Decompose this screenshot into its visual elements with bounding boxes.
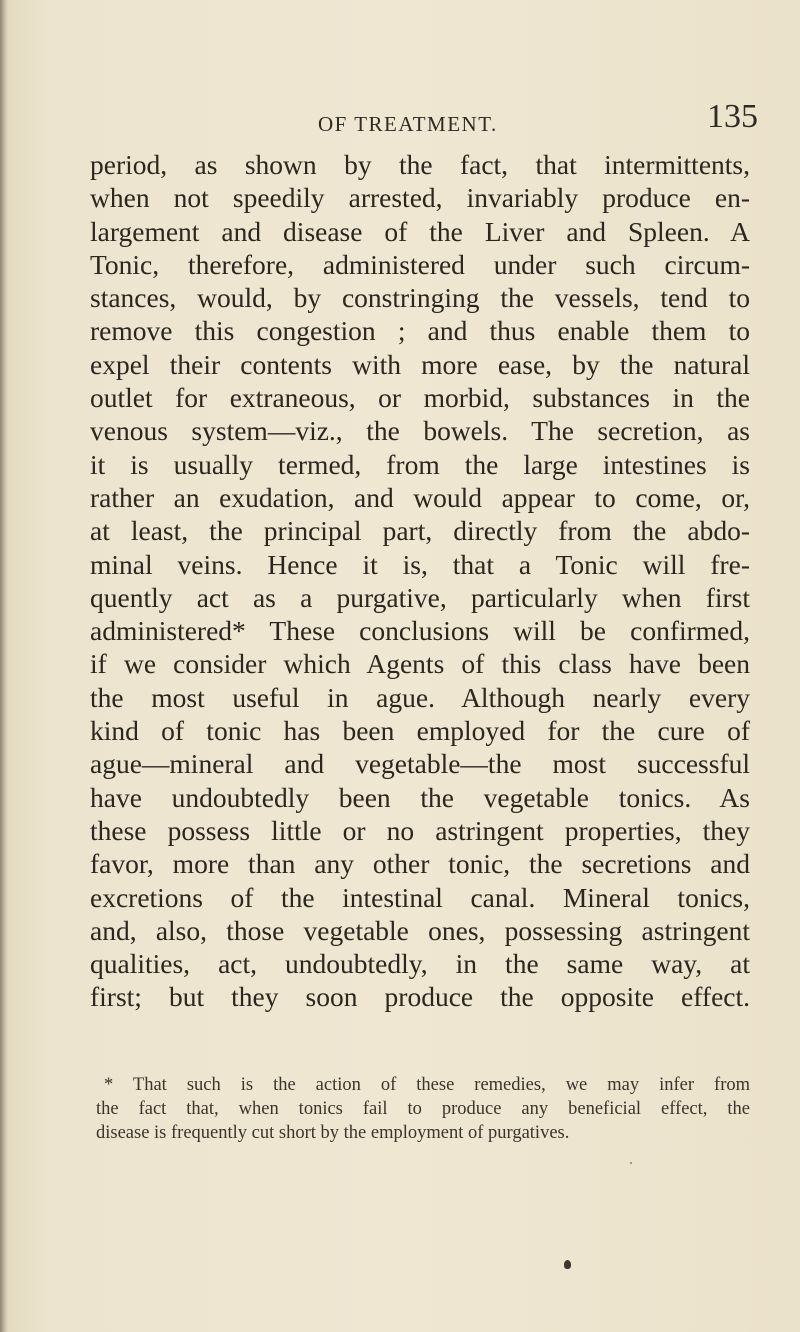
text-line: stances, would, by constringing the vessels, tend to	[90, 282, 750, 314]
text-line: outlet for extraneous, or morbid, substances in the	[90, 382, 750, 414]
footnote	[96, 1073, 750, 1145]
running-head: OF TREATMENT.	[318, 112, 498, 136]
text-line: if we consider which Agents of this class have been	[90, 648, 750, 680]
text-line: kind of tonic has been employed for the cure of	[90, 715, 750, 747]
text-line: period, as shown by the fact, that intermittents,	[90, 149, 750, 180]
text-line: quently act as a purgative, particularly when first	[90, 581, 750, 613]
text-line: have undoubtedly been the vegetable tonics. As	[90, 781, 750, 813]
text-line: favor, more than any other tonic, the secretions and	[90, 848, 750, 880]
text-line: first; but they soon produce the opposite effect.	[90, 981, 750, 1013]
text-line: qualities, act, undoubtedly, in the same way, at	[90, 948, 750, 980]
text-line: minal veins. Hence it is, that a Tonic will fre-	[90, 548, 750, 580]
text-line: the most useful in ague. Although nearly every	[90, 681, 750, 713]
footnote-line: * That such is the action of these remedies, we may infer from	[104, 1075, 750, 1095]
text-line: remove this congestion ; and thus enable them to	[90, 315, 750, 347]
text-line: rather an exudation, and would appear to come, or,	[90, 481, 750, 513]
text-line: Tonic, therefore, administered under such circum-	[90, 248, 750, 280]
text-line: venous system—viz., the bowels. The secretion, as	[90, 415, 750, 447]
body-text	[90, 148, 750, 1014]
text-line: when not speedily arrested, invariably produce en-	[90, 182, 750, 214]
paper-speck	[630, 1162, 632, 1164]
page-number: 135	[707, 98, 758, 135]
text-line: administered* These conclusions will be confirmed,	[90, 615, 750, 647]
footnote-line: disease is frequently cut short by the employment of purgatives.	[96, 1123, 570, 1143]
text-line: and, also, those vegetable ones, possessing astringent	[90, 914, 750, 946]
text-line: excretions of the intestinal canal. Mineral tonics,	[90, 881, 750, 913]
text-line: expel their contents with more ease, by the natural	[90, 348, 750, 380]
text-line: these possess little or no astringent properties, they	[90, 814, 750, 846]
page-binding-edge	[0, 0, 8, 1332]
footnote-line: the fact that, when tonics fail to produce any beneficial effect, the	[96, 1099, 750, 1119]
text-line: largement and disease of the Liver and Spleen. A	[90, 215, 750, 247]
ink-speck	[564, 1260, 571, 1269]
text-line: it is usually termed, from the large intestines is	[90, 448, 750, 480]
text-line: ague—mineral and vegetable—the most successful	[90, 748, 750, 780]
text-line: at least, the principal part, directly from the abdo-	[90, 515, 750, 547]
